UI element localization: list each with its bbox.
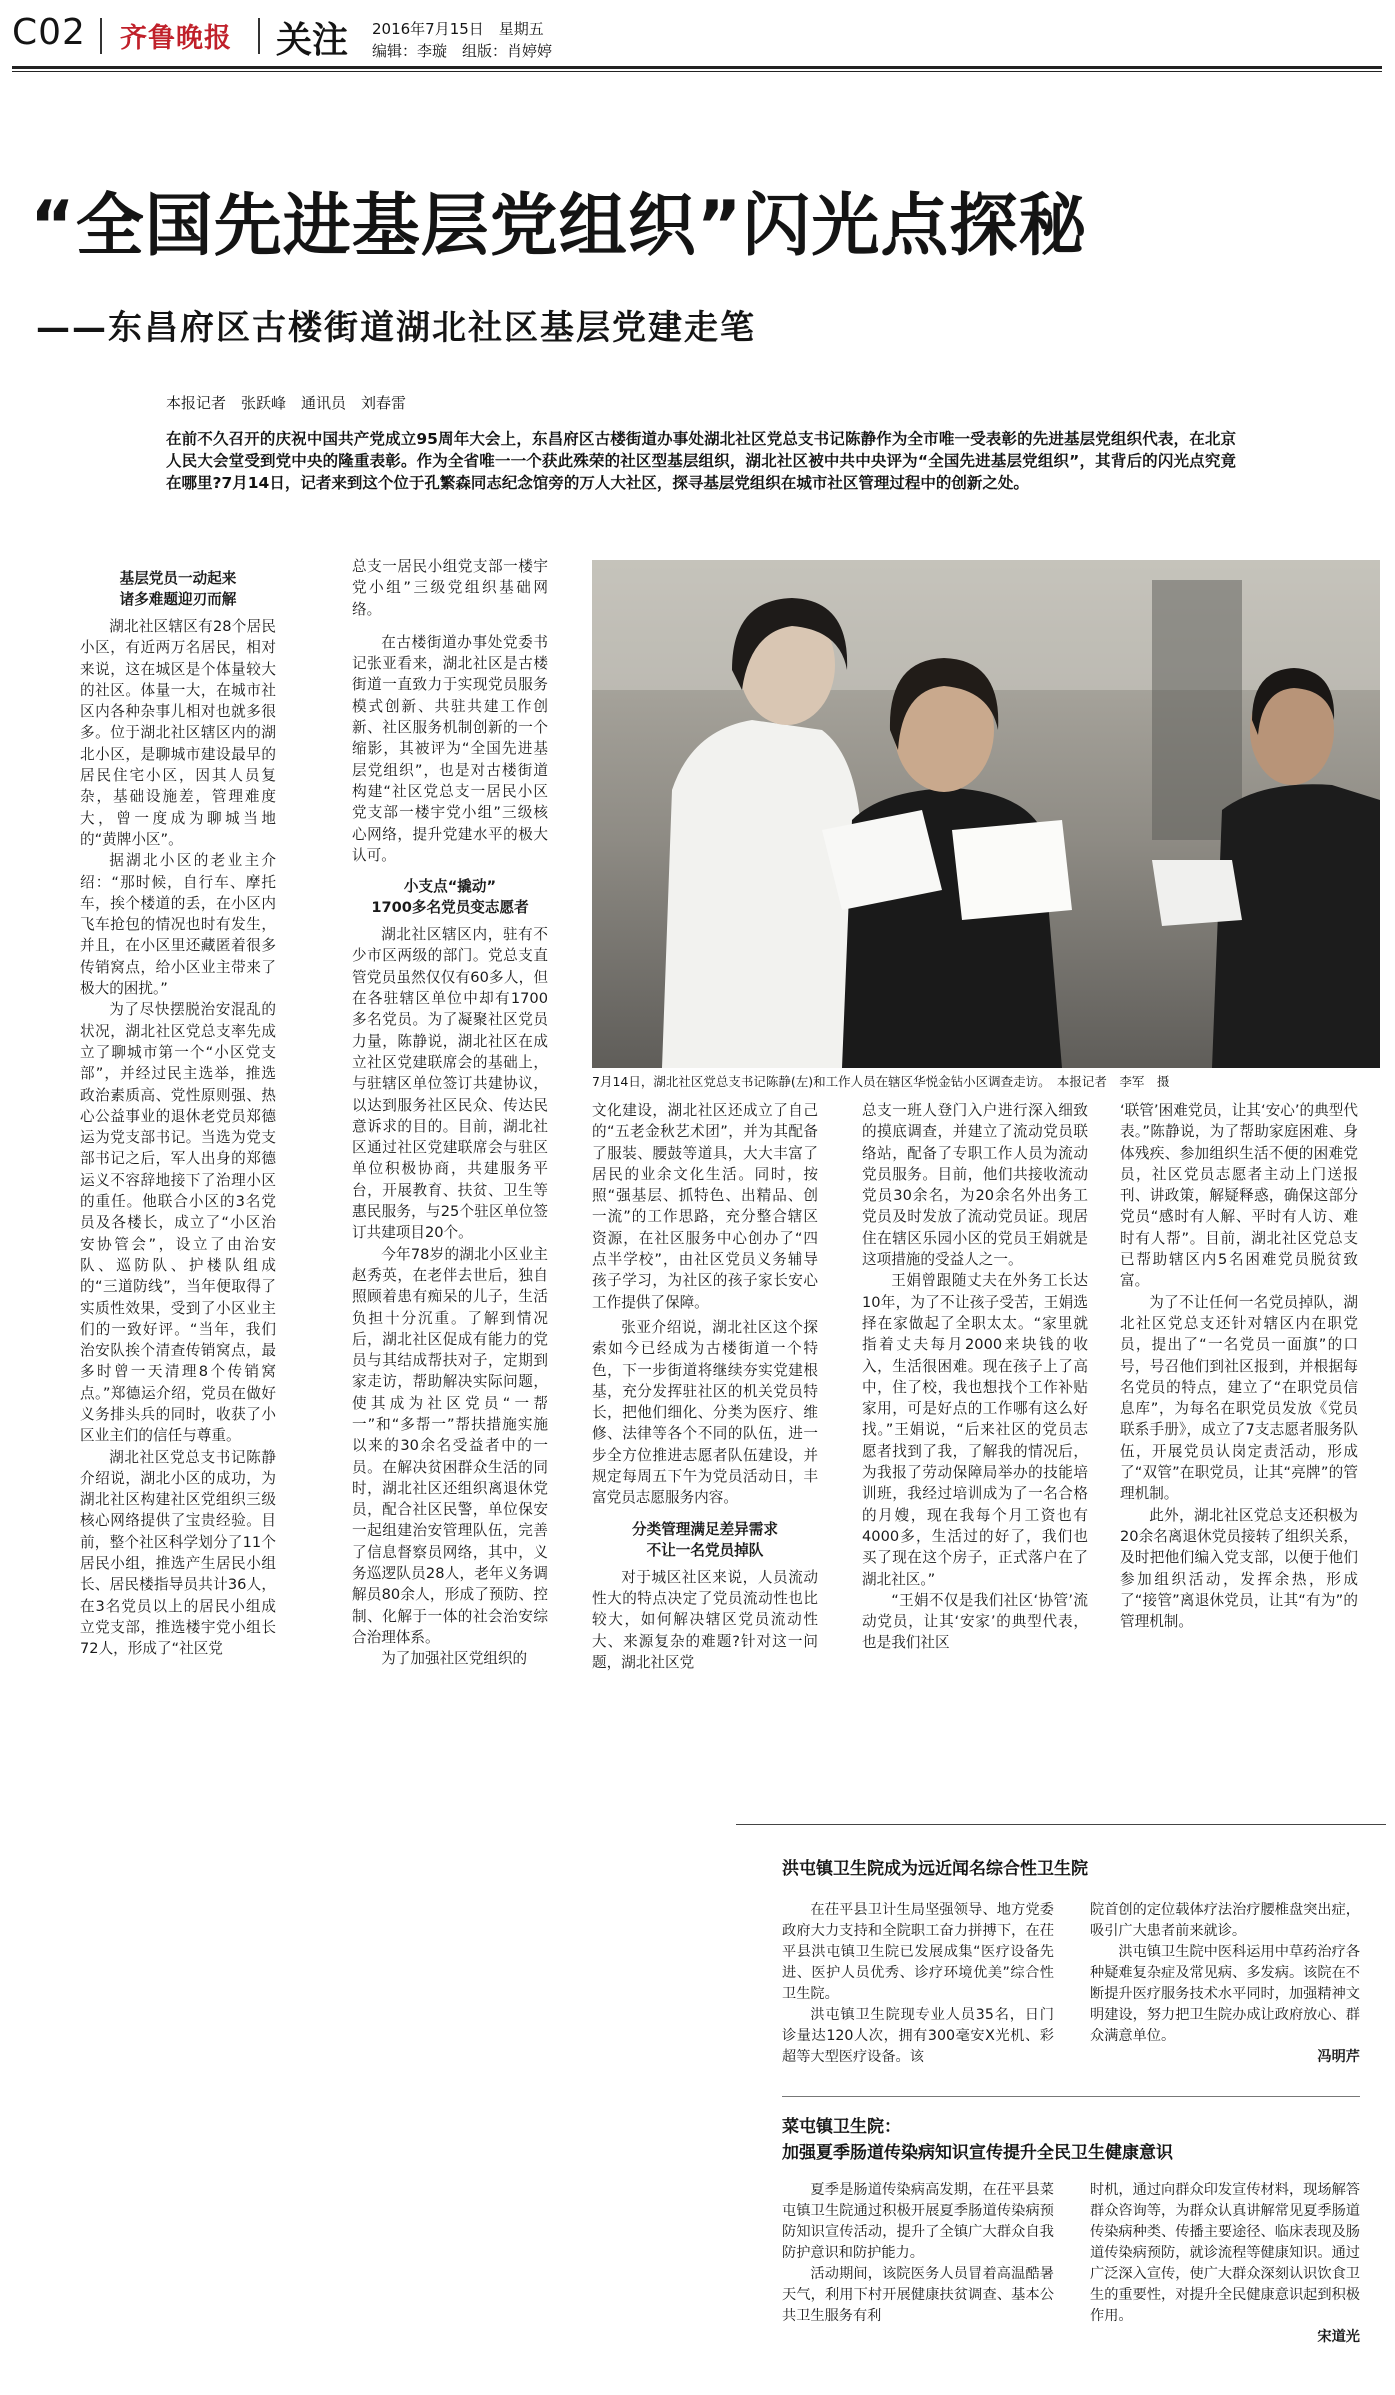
paragraph: 洪屯镇卫生院中医科运用中草药治疗各种疑难复杂症及常见病、多发病。该院在不断提升医疗服务技术水平同时，加强精神文明建设，努力把卫生院办成让政府放心、群众满意单位。	[1090, 1944, 1360, 2044]
article-byline: 本报记者 张跃峰 通讯员 刘春雷	[166, 394, 407, 412]
paragraph: 为了不让任何一名党员掉队，湖北社区党总支还针对辖区内在职党员，提出了“一名党员一面旗”的口号，号召他们到社区报到，并根据每名党员的特点，建立了“在职党员信息库”，为每名在职党员发放《党员联系手册》，成立了7支志愿者服务队伍，开展党员认岗定责活动，形成了“双管”在职党员，让其“亮牌”的管理机制。	[1120, 1293, 1358, 1503]
article-headline: “全国先进基层党组织”闪光点探秘	[30, 187, 1088, 266]
paragraph: 时机，通过向群众印发宣传材料，现场解答群众咨询等，为群众认真讲解常见夏季肠道传染病种类、传播主要途径、临床表现及肠道传染病预防，就诊流程等健康知识。通过广泛深入宣传，使广大群众深刻认识饮食卫生的重要性，对提升全民健康意识起到积极作用。	[1090, 2182, 1360, 2324]
paragraph: 湖北社区党总支书记陈静介绍说，湖北小区的成功，为湖北社区构建社区党组织三级核心网络提供了宝贵经验。目前，整个社区科学划分了11个居民小组，推选产生居民小组长、居民楼指导员共计36人，在3名党员以上的居民小组成立党支部，推选楼宇党小组长72人，形成了“社区党	[80, 1448, 276, 1658]
news-column-1	[782, 1900, 1054, 2068]
header-rule-thin	[12, 71, 1382, 72]
issue-date: 2016年7月15日 星期五	[372, 20, 544, 38]
header-rule	[12, 66, 1382, 69]
article-column-2	[352, 556, 548, 1670]
news-title: 加强夏季肠道传染病知识宣传提升全民卫生健康意识	[782, 2143, 1173, 2163]
paragraph: 在茌平县卫计生局坚强领导、地方党委政府大力支持和全院职工奋力拼搏下，在茌平县洪屯镇卫生院已发展成集“医疗设备先进、医护人员优秀、诊疗环境优美”综合性卫生院。	[782, 1902, 1054, 2002]
article-column-4	[862, 1100, 1088, 1654]
article-subheadline: ——东昌府区古楼街道湖北社区基层党建走笔	[36, 308, 756, 348]
news-column-1	[782, 2180, 1054, 2327]
paper-logo: 齐鲁晚报	[120, 23, 232, 54]
section-title: 关注	[276, 20, 349, 61]
news-author: 宋道光	[1317, 2329, 1360, 2345]
photo-illustration	[592, 560, 1380, 1068]
paragraph: 总支一居民小组党支部一楼宇党小组”三级党组织基础网络。	[352, 558, 548, 618]
paragraph: 活动期间，该院医务人员冒着高温酷暑天气，利用下村开展健康扶贫调查、基本公共卫生服务有利	[782, 2266, 1054, 2324]
article-column-5	[1120, 1100, 1358, 1632]
section-heading: 基层党员一动起来 诸多难题迎刃而解	[119, 570, 237, 608]
news-column-2	[1090, 2180, 1360, 2348]
paragraph: 张亚介绍说，湖北社区这个探索如今已经成为古楼街道一个特色，下一步街道将继续夯实党建根基，充分发挥驻社区的机关党员特长，把他们细化、分类为医疗、维修、法律等各个不同的队伍，进一步全方位推进志愿者队伍建设，并规定每周五下午为党员活动日，丰富党员志愿服务内容。	[592, 1318, 818, 1507]
news-title: 洪屯镇卫生院成为远近闻名综合性卫生院	[782, 1859, 1088, 1879]
paragraph: 王娟曾跟随丈夫在外务工长达10年，为了不让孩子受苦，王娟选择在家做起了全职太太。“家里就指着丈夫每月2000来块钱的收入，生活很困难。现在孩子上了高中，住了校，我也想找个工作补贴家用，可是好点的工作哪有这么好找。”王娟说，“后来社区的党员志愿者找到了我，了解我的情况后，为我报了劳动保障局举办的技能培训班，我经过培训成为了一名合格的月嫂，现在我每个月工资也有4000多，生活过的好了，我们也买了现在这个房子，正式落户在了湖北社区。”	[862, 1272, 1088, 1588]
paragraph: 为了尽快摆脱治安混乱的状况，湖北社区党总支率先成立了聊城市第一个“小区党支部”，并经过民主选举，推选政治素质高、党性原则强、热心公益事业的退休老党员郑德运为党支部书记。当选为党支部书记之后，军人出身的郑德运义不容辞地接下了治理小区的重任。他联合小区的3名党员及各楼长，成立了“小区治安协管会”，设立了由治安队、巡防队、护楼队组成的“三道防线”，当年便取得了实质性效果，受到了小区业主们的一致好评。“当年，我们治安队挨个清查传销窝点，最多时曾一天清理8个传销窝点。”郑德运介绍，党员在做好义务排头兵的同时，收获了小区业主们的信任与尊重。	[80, 1001, 276, 1445]
header-divider	[258, 18, 260, 54]
photo-caption: 7月14日，湖北社区党总支书记陈静(左)和工作人员在辖区华悦金钻小区调查走访。 本报记者 李军 摄	[592, 1074, 1170, 1089]
page-code: C02	[12, 12, 86, 53]
news-photo	[592, 560, 1380, 1068]
editor-credit: 编辑：李璇 组版：肖婷婷	[372, 42, 553, 60]
article-column-3	[592, 1100, 818, 1673]
section-divider	[782, 2096, 1360, 2097]
paragraph: 为了加强社区党组织的	[381, 1650, 528, 1668]
paragraph: 此外，湖北社区党总支还积极为20余名离退休党员接转了组织关系，及时把他们编入党支部，以便于他们参加组织活动，发挥余热，形成了“接管”离退休党员，让其“有为”的管理机制。	[1120, 1506, 1358, 1631]
paragraph: 在古楼街道办事处党委书记张亚看来，湖北社区是古楼街道一直致力于实现党员服务模式创新、共驻共建工作创新、社区服务机制创新的一个缩影，其被评为“全国先进基层党组织”，也是对古楼街道构建“社区党总支一居民小区党支部一楼宇党小组”三级核心网络，提升党建水平的极大认可。	[352, 633, 548, 864]
header-divider	[100, 18, 102, 54]
paragraph: “王娟不仅是我们社区‘协管’流动党员，让其‘安家’的典型代表，也是我们社区	[862, 1591, 1088, 1652]
news-author: 冯明芹	[1317, 2049, 1360, 2065]
section-heading: 小支点“撬动” 1700多名党员变志愿者	[371, 878, 529, 917]
paragraph: 总支一班人登门入户进行深入细致的摸底调查，并建立了流动党员联络站，配备了专职工作人员为流动党员服务。目前，他们共接收流动党员30余名，为20余名外出务工党员及时发放了流动党员证。现居住在辖区乐园小区的党员王娟就是这项措施的受益人之一。	[862, 1102, 1088, 1269]
news-title: 菜屯镇卫生院：	[782, 2117, 901, 2137]
paragraph: 院首创的定位载体疗法治疗腰椎盘突出症，吸引广大患者前来就诊。	[1090, 1902, 1360, 1939]
paragraph: 湖北社区辖区有28个居民小区，有近两万名居民，相对来说，这在城区是个体量较大的社区。体量一大，在城市社区内各种杂事儿相对也就多很多。位于湖北社区辖区内的湖北小区，是聊城市建设最早的居民住宅小区，因其人员复杂，基础设施差，管理难度大，曾一度成为聊城当地的“黄牌小区”。	[80, 618, 276, 848]
paragraph: 今年78岁的湖北小区业主赵秀英，在老伴去世后，独自照顾着患有痴呆的儿子，生活负担十分沉重。了解到情况后，湖北社区促成有能力的党员与其结成帮扶对子，定期到家走访，帮助解决实际问题，使其成为社区党员“一帮一”和“多帮一”帮扶措施实施以来的30余名受益者中的一员。在解决贫困群众生活的同时，湖北社区还组织离退休党员，配合社区民警，单位保安一起组建治安管理队伍，完善了信息督察员网络，其中，义务巡逻队员28人，老年义务调解员80余人，形成了预防、控制、化解于一体的社会治安综合治理体系。	[352, 1245, 548, 1646]
paragraph: 洪屯镇卫生院现专业人员35名，日门诊量达120人次，拥有300毫安X光机、彩超等大型医疗设备。该	[782, 2007, 1054, 2065]
section-divider	[736, 1824, 1386, 1825]
paragraph: 夏季是肠道传染病高发期，在茌平县菜屯镇卫生院通过积极开展夏季肠道传染病预防知识宣传活动，提升了全镇广大群众自我防护意识和防护能力。	[782, 2182, 1054, 2261]
article-lead: 在前不久召开的庆祝中国共产党成立95周年大会上，东昌府区古楼街道办事处湖北社区党总支书记陈静作为全市唯一受表彰的先进基层党组织代表，在北京人民大会堂受到党中央的隆重表彰。作为全省唯一一个获此殊荣的社区型基层组织，湖北社区被中共中央评为“全国先进基层党组织”，其背后的闪光点究竟在哪里?7月14日，记者来到这个位于孔繁森同志纪念馆旁的万人大社区，探寻基层党组织在城市社区管理过程中的创新之处。	[166, 430, 1236, 492]
paragraph: ‘联管’困难党员，让其‘安心’的典型代表。”陈静说，为了帮助家庭困难、身体残疾、参加组织生活不便的困难党员，社区党员志愿者主动上门送报刊、讲政策，解疑释惑，确保这部分党员“感时有人解、平时有人访、难时有人帮”。目前，湖北社区党总支已帮助辖区内5名困难党员脱贫致富。	[1120, 1102, 1358, 1290]
paragraph: 对于城区社区来说，人员流动性大的特点决定了党员流动性也比较大，如何解决辖区党员流动性大、来源复杂的难题?针对这一问题，湖北社区党	[592, 1568, 818, 1671]
article-column-1	[80, 564, 276, 1660]
section-heading: 分类管理满足差异需求 不让一名党员掉队	[632, 1520, 778, 1559]
paragraph: 据湖北小区的老业主介绍：“那时候，自行车、摩托车，挨个楼道的丢，在小区内飞车抢包的情况也时有发生，并且，在小区里还藏匿着很多传销窝点，给小区业主带来了极大的困扰。”	[80, 852, 276, 998]
paragraph: 湖北社区辖区内，驻有不少市区两级的部门。党总支直管党员虽然仅仅有60多人，但在各驻辖区单位中却有1700多名党员。为了凝聚社区党员力量，陈静说，湖北社区在成立社区党建联席会的基础上，与驻辖区单位签订共建协议，以达到服务社区民众、传达民意诉求的目的。目前，湖北社区通过社区党建联席会与驻区单位积极协商，共建服务平台，开展教育、扶贫、卫生等惠民服务，与25个驻区单位签订共建项目20个。	[352, 926, 548, 1242]
paragraph: 文化建设，湖北社区还成立了自己的“五老金秋艺术团”，并为其配备了服装、腰鼓等道具，大大丰富了居民的业余文化生活。同时，按照“强基层、抓特色、出精品、创一流”的工作思路，充分整合辖区资源，在社区服务中心创办了“四点半学校”，由社区党员义务辅导孩子学习，为社区的孩子家长安心工作提供了保障。	[592, 1102, 818, 1311]
news-column-2	[1090, 1900, 1360, 2068]
